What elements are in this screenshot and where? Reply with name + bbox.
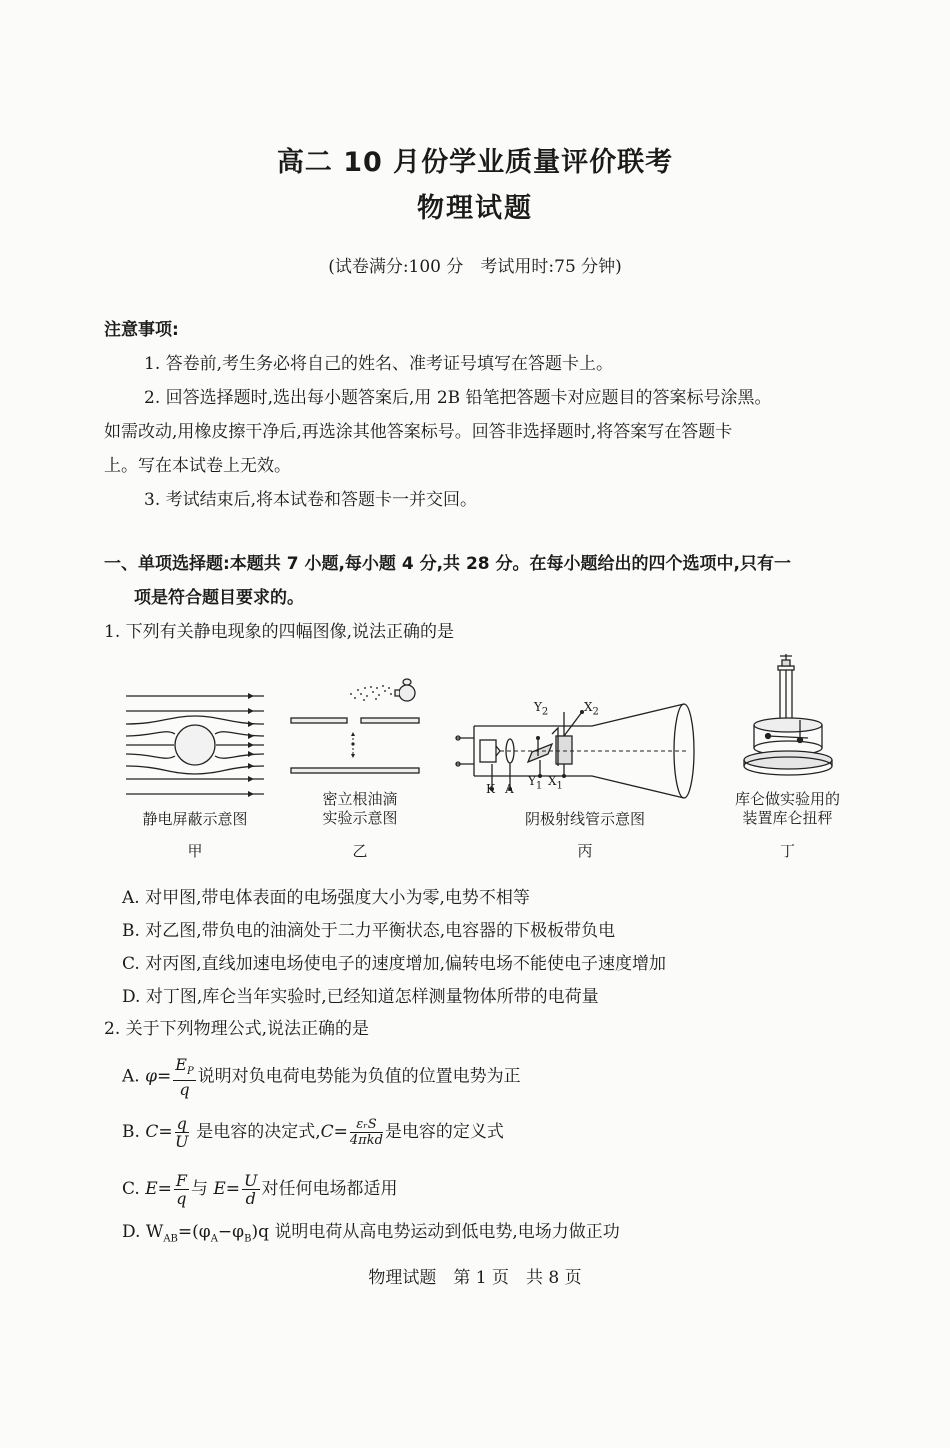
q2-d-a-sub: A — [210, 1233, 218, 1245]
q1-option-a: A. 对甲图,带电体表面的电场强度大小为零,电势不相等 — [122, 888, 530, 908]
q2-c-mid: 与 — [190, 1179, 214, 1199]
section-heading-cont: 项是符合题目要求的。 — [134, 588, 304, 608]
q2-b-num1: q — [176, 1114, 187, 1133]
figure-yi-caption-line2: 实验示意图 — [322, 809, 398, 827]
figure-ding-label: 丁 — [779, 842, 795, 860]
figure-yi-caption-line1: 密立根油滴 — [322, 790, 398, 808]
crt-label-y2-text: Y — [534, 700, 542, 714]
q2-c-prefix: C. — [122, 1179, 146, 1199]
q2-d-w: W — [145, 1222, 164, 1242]
q1-option-d: D. 对丁图,库仑当年实验时,已经知道怎样测量物体所带的电荷量 — [122, 987, 599, 1007]
figure-bing-caption: 阴极射线管示意图 — [524, 810, 645, 828]
crt-label-k: K — [486, 782, 495, 796]
q2-b-lhs2: C= — [320, 1122, 348, 1142]
q2-d-b-sub: B — [244, 1233, 252, 1245]
subject-title: 物理试题 — [417, 193, 533, 224]
crt-label-x2 — [584, 700, 599, 717]
figure-yi-oil-drop — [285, 660, 425, 780]
q2-option-a — [122, 1056, 521, 1098]
figure-ding-caption — [715, 790, 860, 828]
q2-b-lhs1: C= — [145, 1122, 173, 1142]
q2-option-d — [122, 1220, 620, 1251]
crt-label-x2-text: X — [584, 700, 593, 714]
q2-a-lhs: φ= — [145, 1066, 172, 1087]
q2-b-text2: 是电容的定义式 — [384, 1122, 504, 1142]
exam-title: 高二 10 月份学业质量评价联考 — [276, 147, 674, 178]
crt-label-y1-text: Y — [528, 774, 536, 788]
q2-c-den2: d — [245, 1189, 256, 1208]
q2-a-text: 说明对负电荷电势能为负值的位置电势为正 — [197, 1066, 521, 1087]
q1-option-b: B. 对乙图,带负电的油滴处于二力平衡状态,电容器的下极板带负电 — [122, 921, 616, 941]
crt-label-a: A — [505, 782, 514, 796]
notice-item-2: 2. 回答选择题时,选出每小题答案后,用 2B 铅笔把答题卡对应题目的答案标号涂黑。 — [144, 388, 772, 408]
figure-bing-label: 丙 — [577, 842, 593, 860]
crt-label-y2-sub: 2 — [541, 706, 549, 718]
notice-item-1: 1. 答卷前,考生务必将自己的姓名、准考证号填写在答题卡上。 — [144, 354, 614, 374]
q2-a-num-e: E — [175, 1055, 187, 1074]
q2-a-num — [173, 1056, 195, 1081]
crt-label-x1-text: X — [548, 774, 557, 788]
q2-b-fraction1 — [175, 1115, 189, 1150]
q2-option-c — [122, 1172, 398, 1207]
q2-c-fraction1 — [174, 1172, 189, 1207]
q2-option-b — [122, 1115, 504, 1150]
figure-ding-caption-line1: 库仑做实验用的 — [734, 790, 840, 808]
q2-b-den2: 4πkd — [349, 1133, 383, 1148]
q2-d-prefix: D. — [122, 1222, 146, 1242]
page-footer: 物理试题 第 1 页 共 8 页 — [368, 1268, 582, 1288]
section-heading: 一、单项选择题:本题共 7 小题,每小题 4 分,共 28 分。在每小题给出的四个选项中,只有一 — [104, 554, 791, 574]
q2-c-lhs1: E= — [145, 1179, 172, 1199]
q2-c-num2: U — [244, 1171, 258, 1190]
q2-b-text1: 是电容的决定式, — [190, 1122, 321, 1142]
notice-item-2-end: 上。写在本试卷上无效。 — [104, 456, 291, 476]
exam-info: (试卷满分:100 分 考试用时:75 分钟) — [328, 257, 622, 277]
q2-c-fraction2 — [242, 1172, 259, 1207]
notice-item-2-cont: 如需改动,用橡皮擦干净后,再选涂其他答案标号。回答非选择题时,将答案写在答题卡 — [104, 422, 733, 442]
figure-yi-label: 乙 — [352, 842, 368, 860]
figure-jia-shielding — [120, 690, 270, 800]
figure-ding-torsion-balance — [738, 650, 838, 785]
q2-d-text: 说明电荷从高电势运动到低电势,电场力做正功 — [268, 1222, 620, 1242]
crt-label-y1 — [528, 774, 542, 791]
notice-item-3: 3. 考试结束后,将本试卷和答题卡一并交回。 — [144, 490, 478, 510]
figure-yi-caption — [285, 790, 435, 828]
q2-c-num1: F — [175, 1171, 187, 1190]
q2-d-w-sub: AB — [163, 1233, 178, 1245]
crt-label-x1-sub: 1 — [556, 780, 563, 792]
q2-d-eq: =(φ — [177, 1222, 211, 1242]
q2-stem: 2. 关于下列物理公式,说法正确的是 — [104, 1019, 370, 1039]
crt-label-y2 — [534, 700, 548, 717]
q2-c-den1: q — [176, 1189, 187, 1208]
q2-c-text: 对任何电场都适用 — [261, 1179, 398, 1199]
q2-b-num2: εᵣS — [350, 1117, 383, 1133]
q1-stem: 1. 下列有关静电现象的四幅图像,说法正确的是 — [104, 622, 455, 642]
figure-ding-caption-line2: 装置库仑扭秤 — [742, 809, 833, 827]
notice-heading: 注意事项: — [104, 320, 179, 340]
q1-option-c: C. 对丙图,直线加速电场使电子的速度增加,偏转电场不能使电子速度增加 — [122, 954, 667, 974]
crt-label-y1-sub: 1 — [535, 780, 543, 792]
q2-a-prefix: A. — [122, 1066, 146, 1087]
crt-label-x1 — [548, 774, 563, 791]
q2-c-lhs2: E= — [213, 1179, 241, 1199]
q2-d-q: )q — [251, 1222, 269, 1242]
q2-b-prefix: B. — [122, 1122, 146, 1142]
q2-a-fraction — [173, 1056, 195, 1098]
figure-jia-caption: 静电屏蔽示意图 — [142, 810, 248, 828]
q2-a-den: q — [179, 1080, 190, 1100]
q2-b-den1: U — [174, 1132, 189, 1151]
q2-d-minus: −φ — [217, 1222, 245, 1242]
crt-label-x2-sub: 2 — [592, 706, 599, 718]
q2-b-fraction2 — [350, 1117, 383, 1148]
figure-jia-label: 甲 — [187, 842, 203, 860]
q2-a-num-sub: P — [186, 1066, 194, 1078]
